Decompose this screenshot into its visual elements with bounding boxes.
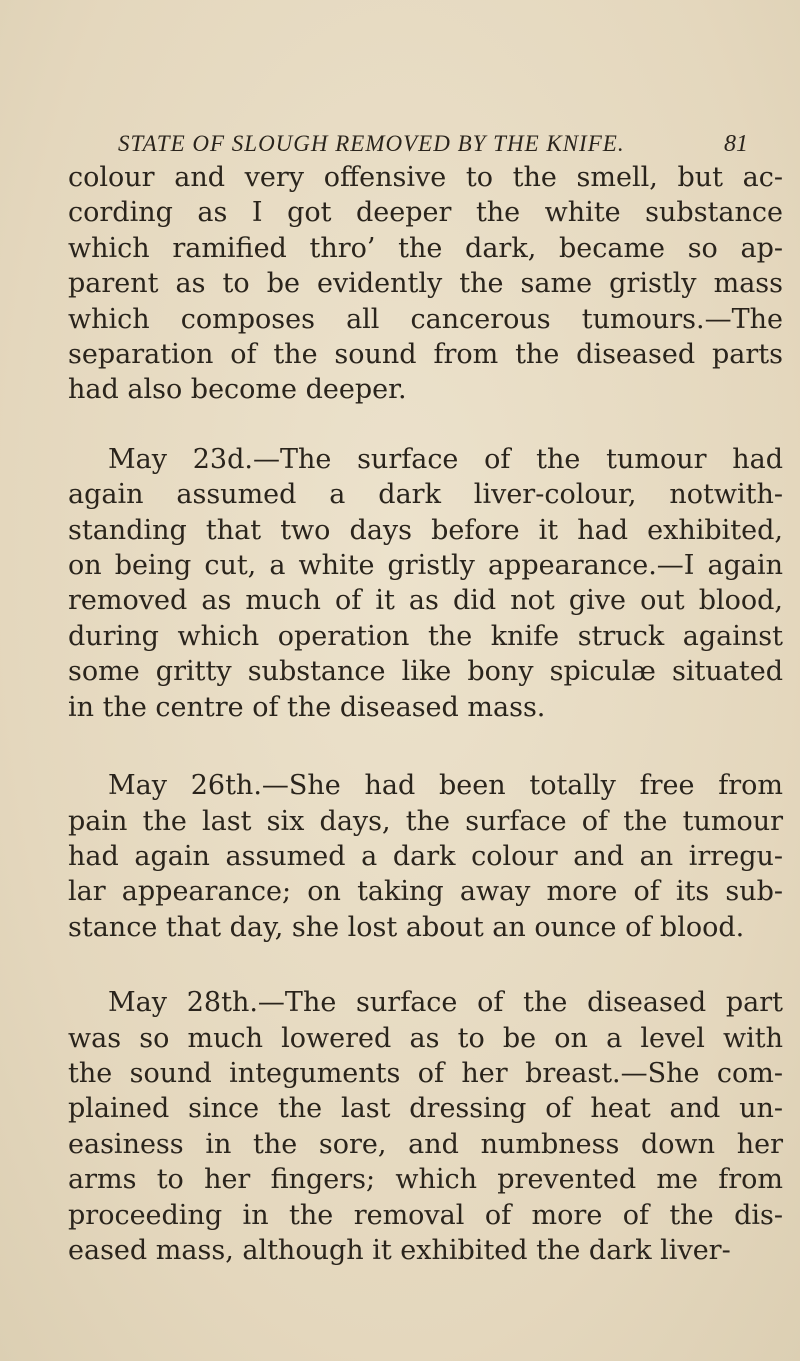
text-line: plained since the last dressing of heat and un- — [68, 1093, 783, 1125]
text-line: separation of the sound from the diseased parts — [68, 339, 783, 371]
text-line: which ramified thro’ the dark, became so ap- — [68, 232, 783, 264]
text-line: May 23d.—The surface of the tumour had — [108, 443, 783, 475]
text-line: proceeding in the removal of more of the dis- — [68, 1199, 783, 1231]
text-line: again assumed a dark liver-colour, notwith- — [68, 479, 783, 511]
paragraph-1 — [68, 160, 783, 408]
paragraph-3 — [68, 768, 783, 945]
body-text — [68, 160, 783, 1268]
text-line: pain the last six days, the surface of the tumour — [68, 805, 783, 837]
text-line: on being cut, a white gristly appearance.—I again — [68, 550, 783, 582]
text-line: parent as to be evidently the same gristly mass — [68, 268, 783, 300]
paragraph-4 — [68, 985, 783, 1268]
text-line: was so much lowered as to be on a level with — [68, 1022, 783, 1054]
text-line: May 26th.—She had been totally free from — [108, 770, 783, 802]
text-line: the sound integuments of her breast.—She com- — [68, 1057, 783, 1089]
text-line: lar appearance; on taking away more of its sub- — [68, 876, 783, 908]
text-line: stance that day, she lost about an ounce of blood. — [68, 911, 745, 943]
text-line: May 28th.—The surface of the diseased part — [108, 987, 783, 1019]
text-line: easiness in the sore, and numbness down her — [68, 1128, 783, 1160]
text-line: colour and very offensive to the smell, but ac- — [68, 162, 783, 193]
text-line: arms to her fingers; which prevented me from — [68, 1164, 783, 1196]
text-line: had also become deeper. — [68, 374, 407, 406]
text-line: standing that two days before it had exhibited, — [68, 514, 783, 546]
text-line: which composes all cancerous tumours.—The — [68, 303, 783, 335]
running-title: STATE OF SLOUGH REMOVED BY THE KNIFE. — [118, 131, 625, 156]
text-line: some gritty substance like bony spiculæ situated — [68, 656, 783, 688]
text-line: in the centre of the diseased mass. — [68, 691, 546, 723]
text-line: removed as much of it as did not give out blood, — [68, 585, 783, 617]
text-line: eased mass, although it exhibited the dark liver- — [68, 1234, 731, 1266]
page-number: 81 — [724, 131, 748, 157]
text-line: cording as I got deeper the white substance — [68, 197, 783, 229]
text-line: during which operation the knife struck against — [68, 620, 783, 652]
paragraph-2 — [68, 442, 783, 725]
text-line: had again assumed a dark colour and an irregu- — [68, 840, 783, 872]
